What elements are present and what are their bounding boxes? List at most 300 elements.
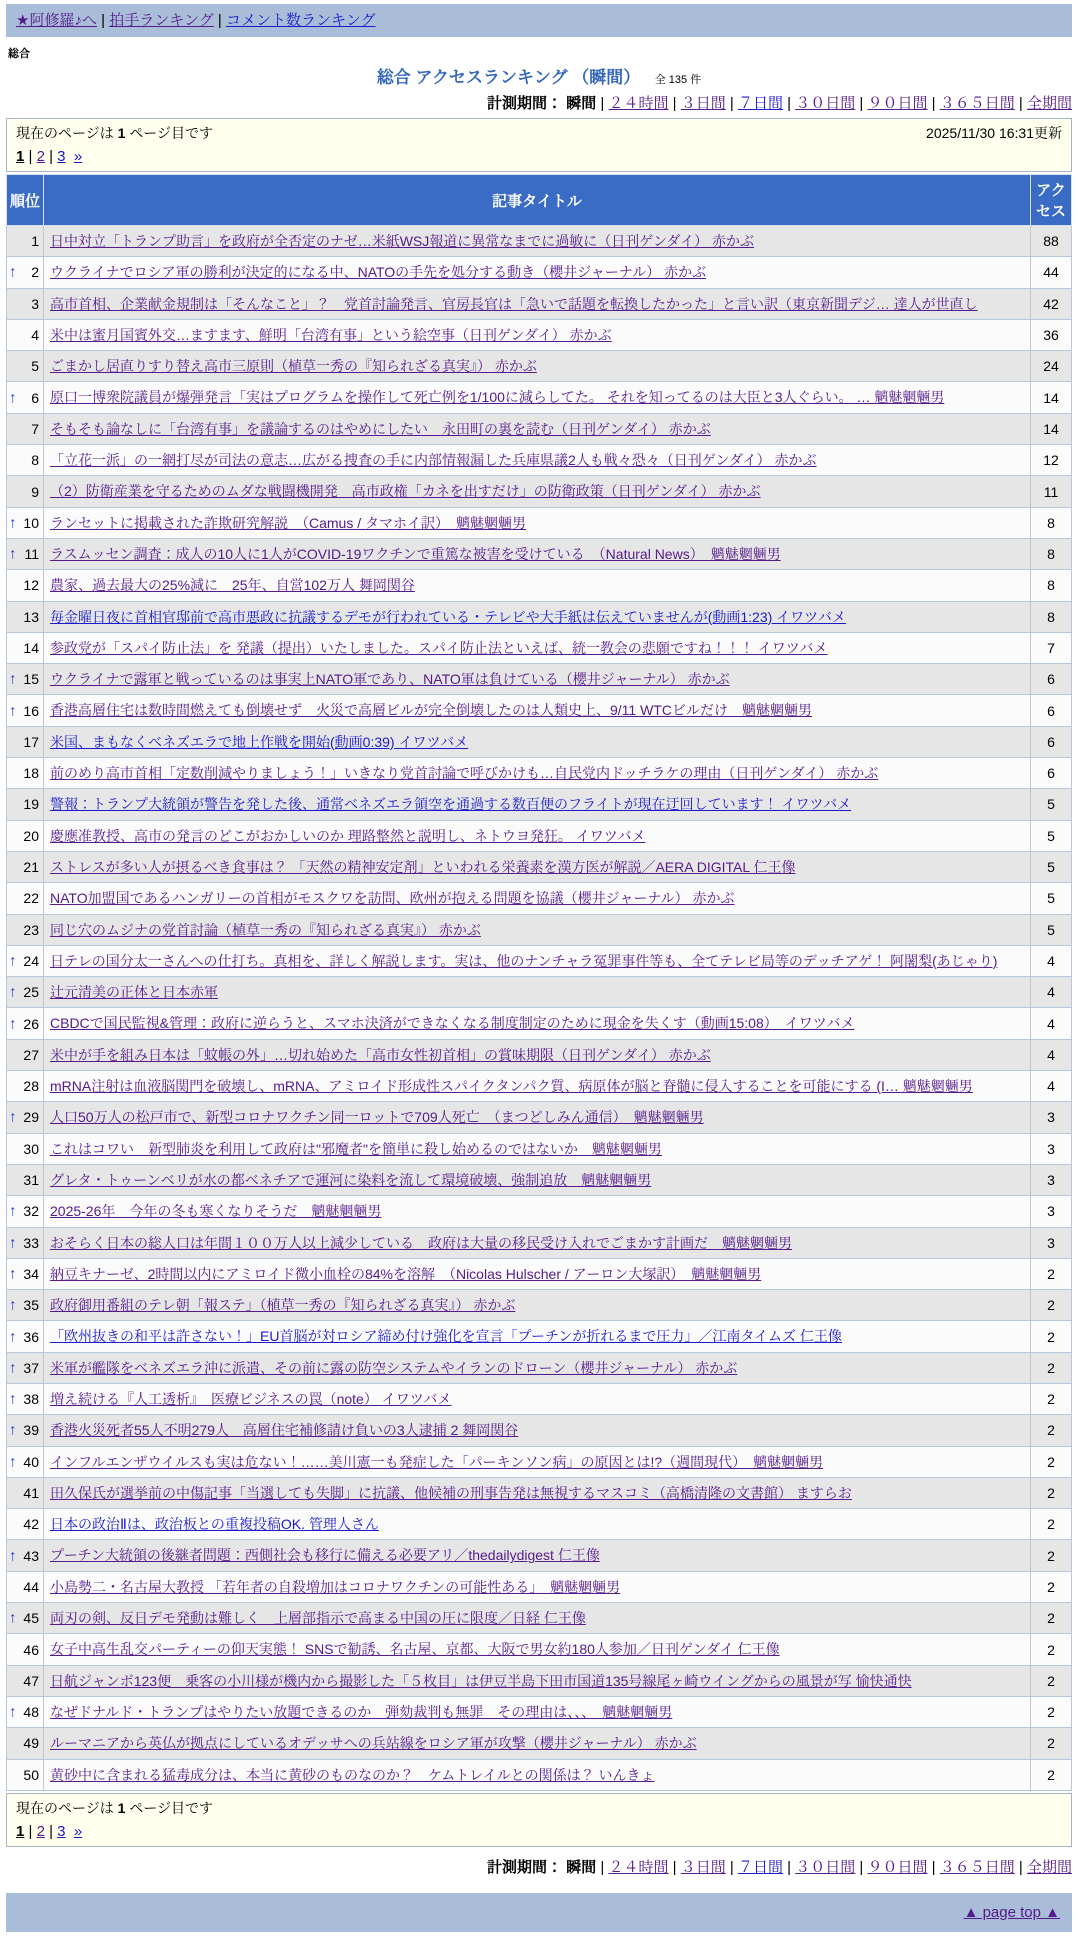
topbar — [6, 4, 1072, 37]
table-row — [7, 1039, 1072, 1070]
page-top-link[interactable]: ▲ page top ▲ — [963, 1903, 1060, 1921]
period-link-0[interactable]: ２４時間 — [608, 1858, 669, 1876]
access-count: 7 — [1031, 632, 1072, 663]
rank-cell — [7, 1383, 44, 1414]
title-cell — [44, 1446, 1031, 1477]
rank-up-icon: ↑ — [9, 1359, 17, 1377]
page-link-3[interactable]: 3 — [57, 1822, 66, 1840]
period-link-4[interactable]: ９０日間 — [867, 1858, 928, 1876]
title-cell — [44, 1290, 1031, 1321]
period-link-6[interactable]: 全期間 — [1026, 1858, 1072, 1876]
rank-up-icon: ↑ — [9, 1015, 17, 1033]
access-count: 2 — [1031, 1728, 1072, 1759]
rank-number: 31 — [23, 1172, 39, 1189]
rank-cell — [7, 476, 44, 507]
article-link[interactable]: 前のめり高市首相「定数削減やりましょう！」いきなり党首討論で呼びかけも…自民党内ドッチラケの理由（日刊ゲンダイ） 赤かぶ — [50, 765, 879, 782]
table-row — [7, 257, 1072, 288]
article-link[interactable]: プーチン大統領の後継者問題：西側社会も移行に備える必要アリ／thedailydigest 仁王像 — [50, 1547, 600, 1564]
article-link[interactable]: グレタ・トゥーンベリが水の都ベネチアで運河に染料を流して環境破壊、強制追放 魑魅魍魎男 — [50, 1171, 652, 1188]
ranking-table — [6, 174, 1072, 1791]
table-row — [7, 1196, 1072, 1227]
article-link[interactable]: 同じ穴のムジナの党首討論（植草一秀の『知られざる真実』） 赤かぶ — [50, 921, 481, 938]
rank-number: 46 — [23, 1641, 39, 1658]
article-link[interactable]: 毎金曜日夜に首相官邸前で高市悪政に抗議するデモが行われている・テレビや大手紙は伝えていませんが(動画1:23) イワツバメ — [50, 608, 846, 625]
rank-number: 50 — [23, 1766, 39, 1783]
access-count: 8 — [1031, 601, 1072, 632]
access-count: 11 — [1031, 476, 1072, 507]
rank-cell — [7, 1164, 44, 1195]
title-cell — [44, 413, 1031, 444]
rank-number: 47 — [23, 1672, 39, 1689]
access-count: 8 — [1031, 538, 1072, 569]
rank-number: 28 — [23, 1078, 39, 1095]
article-link[interactable]: CBDCで国民監視&管理：政府に逆らうと、スマホ決済ができなくなる制度制定のために現金を失くす（動画15:08） イワツバメ — [50, 1015, 855, 1032]
rank-cell — [7, 1540, 44, 1571]
title-cell — [44, 1571, 1031, 1602]
title-cell — [44, 1728, 1031, 1759]
article-link[interactable]: 参政党が「スパイ防止法」を 発議（提出）いたしました。スパイ防止法といえば、統一教会の悲願ですね！！！ イワツバメ — [50, 639, 828, 656]
title-cell — [44, 1258, 1031, 1289]
title-cell — [44, 601, 1031, 632]
rank-cell — [7, 1477, 44, 1508]
article-link[interactable]: 辻元清美の正体と日本赤軍 — [50, 984, 218, 1001]
rank-cell — [7, 1227, 44, 1258]
title-cell — [44, 1321, 1031, 1352]
rank-number: 18 — [23, 765, 39, 782]
period-link-3[interactable]: ３０日間 — [795, 1858, 856, 1876]
page-link-2[interactable]: 2 — [36, 148, 45, 165]
table-row — [7, 1290, 1072, 1321]
article-link[interactable]: ランセットに掲載された詐欺研究解説 （Camus / タマホイ訳） 魑魅魍魎男 — [50, 514, 527, 531]
topbar-link-asyura-home[interactable]: ★阿修羅♪へ — [16, 12, 97, 29]
rank-up-icon: ↑ — [9, 1703, 17, 1721]
table-row — [7, 1258, 1072, 1289]
rank-number: 16 — [23, 702, 39, 719]
rank-cell — [7, 382, 44, 413]
rank-cell — [7, 977, 44, 1008]
period-current: 瞬間 — [566, 1858, 597, 1876]
access-count: 4 — [1031, 1039, 1072, 1070]
page-current: 1 — [16, 1822, 25, 1840]
article-link[interactable]: 原口一博衆院議員が爆弾発言「実はプログラムを操作して死亡例を1/100に減らしてた。 それを知ってるのは大臣と3人ぐらい。 … 魑魅魍魎男 — [50, 389, 945, 406]
rank-up-icon: ↑ — [9, 1328, 17, 1346]
title-cell — [44, 288, 1031, 319]
article-link[interactable]: 女子中高生乱交パーティーの仰天実態！ SNSで勧誘、名古屋、京都、大阪で男女約180人参加／日刊ゲンダイ 仁王像 — [50, 1641, 780, 1658]
table-row — [7, 1665, 1072, 1696]
rank-cell — [7, 570, 44, 601]
rank-up-icon: ↑ — [9, 1234, 17, 1252]
rank-cell — [7, 664, 44, 695]
title-cell — [44, 1540, 1031, 1571]
title-cell — [44, 1102, 1031, 1133]
article-link[interactable]: 日航ジャンボ123便 乗客の小川様が機内から撮影した「５枚目」は伊豆半島下田市国道135号線尾ヶ崎ウイングからの風景が写 愉快通快 — [50, 1672, 912, 1689]
rank-number: 40 — [23, 1453, 39, 1470]
article-link[interactable]: 農家、過去最大の25%減に 25年、自営102万人 舞岡関谷 — [50, 577, 415, 594]
rank-cell — [7, 820, 44, 851]
rank-number: 7 — [31, 420, 39, 437]
title-cell — [44, 1008, 1031, 1039]
access-count: 36 — [1031, 319, 1072, 350]
rank-number: 36 — [23, 1328, 39, 1345]
table-row — [7, 1477, 1072, 1508]
title-cell — [44, 820, 1031, 851]
table-row — [7, 1571, 1072, 1602]
page-link-3[interactable]: 3 — [57, 148, 66, 165]
title-cell — [44, 1634, 1031, 1665]
title-cell — [44, 1696, 1031, 1727]
page-link-2[interactable]: 2 — [36, 1822, 45, 1840]
article-link[interactable]: （2）防衛産業を守るためのムダな戦闘機開発 高市政権「カネを出すだけ」の防衛政策（日刊ゲンダイ） 赤かぶ — [50, 483, 761, 500]
rank-number: 32 — [23, 1203, 39, 1220]
article-link[interactable]: 「欧州抜きの和平は許さない！」EU首脳が対ロシア締め付け強化を宣言「プーチンが折れるまで圧力」／江南タイムズ 仁王像 — [50, 1328, 842, 1345]
access-count: 2 — [1031, 1759, 1072, 1790]
article-link[interactable]: 米中が手を組み日本は「蚊帳の外」…切れ始めた「高市女性初首相」の賞味期限（日刊ゲンダイ） 赤かぶ — [50, 1046, 711, 1063]
access-count: 14 — [1031, 413, 1072, 444]
rank-cell — [7, 1603, 44, 1634]
page-next-link[interactable]: » — [73, 1822, 83, 1840]
rank-cell — [7, 1290, 44, 1321]
access-count: 3 — [1031, 1133, 1072, 1164]
rank-cell — [7, 1258, 44, 1289]
rank-cell — [7, 1759, 44, 1790]
table-row — [7, 538, 1072, 569]
article-link[interactable]: 日テレの国分太一さんへの仕打ち。真相を、詳しく解説します。実は、他のナンチャラ冤罪事件等も、全てテレビ局等のデッチアゲ！ 阿闍梨(あじゃり) — [50, 952, 998, 969]
rank-cell — [7, 1571, 44, 1602]
access-count: 2 — [1031, 1540, 1072, 1571]
article-link[interactable]: 日中対立「トランプ助言」を政府が全否定のナゼ…米紙WSJ報道に異常なまでに過敏に（日刊ゲンダイ） 赤かぶ — [50, 233, 755, 249]
title-cell — [44, 1196, 1031, 1227]
article-link[interactable]: 香港火災死者55人不明279人 高層住宅補修請け負いの3人逮捕 2 舞岡関谷 — [50, 1422, 519, 1439]
rank-number: 39 — [23, 1422, 39, 1439]
table-row — [7, 758, 1072, 789]
rank-cell — [7, 851, 44, 882]
rank-cell — [7, 1102, 44, 1133]
rank-cell — [7, 226, 44, 257]
period-link-3[interactable]: ３０日間 — [795, 95, 856, 112]
access-count: 2 — [1031, 1477, 1072, 1508]
period-link-1[interactable]: ３日間 — [680, 1858, 726, 1876]
table-row — [7, 1603, 1072, 1634]
article-link[interactable]: 慶應准教授、高市の発言のどこがおかしいのか 理路整然と説明し、ネトウヨ発狂。 イワツバメ — [50, 827, 646, 844]
title-cell — [44, 1039, 1031, 1070]
article-link[interactable]: 香港高層住宅は数時間燃えても倒壊せず 火災で高層ビルが完全倒壊したのは人類史上、9/11 WTCビルだけ 魑魅魍魎男 — [50, 702, 812, 719]
rank-number: 33 — [23, 1234, 39, 1251]
article-link[interactable]: 人口50万人の松戸市で、新型コロナワクチン同一ロットで709人死亡 （まつどしみん通信） 魑魅魍魎男 — [50, 1109, 704, 1126]
access-count: 8 — [1031, 507, 1072, 538]
period-link-4[interactable]: ９０日間 — [867, 95, 928, 112]
rank-up-icon: ↑ — [9, 1390, 17, 1408]
table-row — [7, 1008, 1072, 1039]
rank-number: 11 — [24, 546, 39, 563]
current-page-number: 1 — [117, 1799, 126, 1816]
title-cell — [44, 476, 1031, 507]
rank-number: 27 — [23, 1046, 39, 1063]
access-count: 5 — [1031, 883, 1072, 914]
rank-cell — [7, 945, 44, 976]
rank-up-icon: ↑ — [9, 1609, 17, 1627]
article-link[interactable]: 納豆キナーゼ、2時間以内にアミロイド微小血栓の84%を溶解 （Nicolas Hulscher / アーロン大塚訳） 魑魅魍魎男 — [50, 1265, 762, 1282]
rank-number: 10 — [23, 514, 39, 531]
table-row — [7, 413, 1072, 444]
rank-number: 8 — [31, 452, 39, 469]
pagetop-band — [6, 1893, 1072, 1932]
period-label: 計測期間： — [487, 1858, 563, 1876]
rank-number: 12 — [23, 577, 39, 594]
title-cell — [44, 1603, 1031, 1634]
access-count: 5 — [1031, 851, 1072, 882]
total-count: 全 135 件 — [654, 74, 702, 86]
rank-cell — [7, 601, 44, 632]
access-column-header: アクセス — [1031, 175, 1072, 226]
period-link-2[interactable]: ７日間 — [737, 1858, 783, 1876]
period-link-5[interactable]: ３６５日間 — [939, 95, 1015, 112]
table-row — [7, 1446, 1072, 1477]
title-cell — [44, 758, 1031, 789]
rank-number: 42 — [23, 1516, 39, 1533]
article-link[interactable]: これはコワい 新型肺炎を利用して政府は"邪魔者"を簡単に殺し始めるのではないか 魑魅魍魎男 — [50, 1140, 662, 1157]
rank-number: 19 — [23, 796, 39, 813]
rank-up-icon: ↑ — [9, 670, 17, 688]
article-link[interactable]: 高市首相、企業献金規制は「そんなこと」？ 党首討論発言、官房長官は「急いで話題を転換したかった」と言い訳（東京新聞デジ… 達人が世直し — [50, 295, 978, 312]
separator: | — [96, 12, 110, 29]
article-link[interactable]: ウクライナでロシア軍の勝利が決定的になる中、NATOの手先を処分する動き（櫻井ジャーナル） 赤かぶ — [50, 264, 707, 281]
title-cell — [44, 1665, 1031, 1696]
rank-cell — [7, 445, 44, 476]
table-row — [7, 1227, 1072, 1258]
article-link[interactable]: 「立花一派」の一網打尽が司法の意志…広がる捜査の手に内部情報漏した兵庫県議2人も戦々恐々（日刊ゲンダイ） 赤かぶ — [50, 452, 817, 469]
period-selector-top: 計測期間： 瞬間 | ２４時間 | ３日間 | ７日間 | ３０日間 | ９０日間 | ３６５日間 | 全期間 — [487, 95, 1072, 112]
title-cell — [44, 507, 1031, 538]
period-current: 瞬間 — [566, 95, 597, 112]
rank-cell — [7, 1415, 44, 1446]
title-cell — [44, 257, 1031, 288]
title-column-header: 記事タイトル — [44, 175, 1031, 226]
access-count: 44 — [1031, 257, 1072, 288]
title-cell — [44, 1352, 1031, 1383]
title-cell — [44, 789, 1031, 820]
rank-number: 20 — [23, 827, 39, 844]
table-row — [7, 351, 1072, 382]
access-count: 3 — [1031, 1102, 1072, 1133]
access-count: 24 — [1031, 351, 1072, 382]
title-cell — [44, 1477, 1031, 1508]
title-line — [6, 63, 1072, 88]
access-count: 4 — [1031, 1071, 1072, 1102]
access-count: 14 — [1031, 382, 1072, 413]
rank-number: 25 — [23, 984, 39, 1001]
rank-up-icon: ↑ — [9, 1421, 17, 1439]
period-link-1[interactable]: ３日間 — [680, 95, 726, 112]
access-count: 2 — [1031, 1634, 1072, 1665]
article-link[interactable]: 米国、まもなくベネズエラで地上作戦を開始(動画0:39) イワツバメ — [50, 733, 469, 750]
article-link[interactable]: ラスムッセン調査：成人の10人に1人がCOVID-19ワクチンで重篤な被害を受けている （Natural News） 魑魅魍魎男 — [50, 545, 781, 562]
current-page-text: 現在のページは 1 ページ目です — [16, 125, 214, 141]
access-count: 2 — [1031, 1509, 1072, 1540]
rank-cell — [7, 1352, 44, 1383]
access-count: 2 — [1031, 1352, 1072, 1383]
rank-cell — [7, 914, 44, 945]
table-row — [7, 1728, 1072, 1759]
article-link[interactable]: ルーマニアから英仏が拠点にしているオデッサへの兵站線をロシア軍が攻撃（櫻井ジャーナル） 赤かぶ — [50, 1735, 697, 1752]
rank-cell — [7, 1008, 44, 1039]
rank-up-icon: ↑ — [9, 1547, 17, 1565]
rank-number: 6 — [31, 389, 39, 406]
article-link[interactable]: 警報：トランプ大統領が警告を発した後、通常ベネズエラ領空を通過する数百便のフライトが現在迂回しています！ イワツバメ — [50, 796, 852, 813]
article-link[interactable]: 日本の政治Ⅱは、政治板との重複投稿OK. 管理人さん — [50, 1516, 379, 1533]
period-link-2[interactable]: ７日間 — [737, 95, 783, 112]
title-cell — [44, 1509, 1031, 1540]
rank-number: 38 — [23, 1391, 39, 1408]
rank-cell — [7, 288, 44, 319]
table-row — [7, 319, 1072, 350]
period-link-6[interactable]: 全期間 — [1026, 95, 1072, 112]
rank-number: 35 — [23, 1297, 39, 1314]
access-count: 2 — [1031, 1415, 1072, 1446]
rank-number: 5 — [31, 358, 39, 375]
article-link[interactable]: 黄砂中に含まれる猛毒成分は、本当に黄砂のものなのか？ ケムトレイルとの関係は？ いんきょ — [50, 1766, 655, 1783]
access-count: 2 — [1031, 1665, 1072, 1696]
rank-number: 23 — [23, 921, 39, 938]
title-cell — [44, 351, 1031, 382]
table-row — [7, 226, 1072, 257]
rank-cell — [7, 789, 44, 820]
rank-cell — [7, 632, 44, 663]
access-count: 3 — [1031, 1164, 1072, 1195]
rank-up-icon: ↑ — [9, 983, 17, 1001]
rank-number: 2 — [31, 264, 39, 281]
table-row — [7, 883, 1072, 914]
rank-up-icon: ↑ — [9, 1202, 17, 1220]
title-cell — [44, 570, 1031, 601]
rank-number: 29 — [23, 1109, 39, 1126]
rank-cell — [7, 1696, 44, 1727]
article-link[interactable]: そもそも論なしに「台湾有事」を議論するのはやめにしたい 永田町の裏を読む（日刊ゲンダイ） 赤かぶ — [50, 420, 711, 437]
period-link-5[interactable]: ３６５日間 — [939, 1858, 1015, 1876]
access-count: 5 — [1031, 789, 1072, 820]
rank-cell — [7, 1728, 44, 1759]
pagination: 1 | 2 | 3 » — [16, 1822, 83, 1840]
access-count: 5 — [1031, 914, 1072, 945]
access-count: 5 — [1031, 820, 1072, 851]
current-page-text: 現在のページは 1 ページ目です — [16, 1799, 214, 1816]
access-count: 12 — [1031, 445, 1072, 476]
table-row — [7, 914, 1072, 945]
table-row — [7, 1759, 1072, 1790]
article-link[interactable]: ウクライナで露軍と戦っているのは事実上NATO軍であり、NATO軍は負けている（櫻井ジャーナル） 赤かぶ — [50, 671, 730, 688]
table-row — [7, 445, 1072, 476]
rank-cell — [7, 351, 44, 382]
table-row — [7, 507, 1072, 538]
period-link-0[interactable]: ２４時間 — [608, 95, 669, 112]
table-row — [7, 1509, 1072, 1540]
title-cell — [44, 726, 1031, 757]
title-cell — [44, 226, 1031, 257]
title-cell — [44, 319, 1031, 350]
article-link[interactable]: ごまかし居直りすり替え高市三原則（植草一秀の『知られざる真実』） 赤かぶ — [50, 358, 537, 375]
rank-cell — [7, 883, 44, 914]
rank-cell — [7, 1071, 44, 1102]
article-link[interactable]: 米中は蜜月国賓外交…ますます、鮮明「台湾有事」という絵空事（日刊ゲンダイ） 赤かぶ — [50, 326, 612, 343]
access-count: 4 — [1031, 1008, 1072, 1039]
rank-cell — [7, 758, 44, 789]
title-cell — [44, 1133, 1031, 1164]
article-link[interactable]: 小島勢二・名古屋大教授 「若年者の自殺増加はコロナワクチンの可能性ある」 魑魅魍魎男 — [50, 1578, 621, 1595]
access-count: 2 — [1031, 1571, 1072, 1602]
table-row — [7, 382, 1072, 413]
table-row — [7, 1696, 1072, 1727]
topbar-link-clap-ranking[interactable]: 拍手ランキング — [109, 12, 214, 29]
article-link[interactable]: 両刃の剣、反日デモ発動は難しく 上層部指示で高まる中国の圧に限度／日経 仁王像 — [50, 1610, 586, 1627]
article-link[interactable]: 2025-26年 今年の冬も寒くなりそうだ 魑魅魍魎男 — [50, 1203, 382, 1220]
article-link[interactable]: 政府御用番組のテレ朝「報ステ」（植草一秀の『知られざる真実』） 赤かぶ — [50, 1297, 516, 1314]
access-count: 42 — [1031, 288, 1072, 319]
article-link[interactable]: 増え続ける『人工透析』 医療ビジネスの罠（note） イワツバメ — [50, 1390, 452, 1407]
table-row — [7, 1634, 1072, 1665]
topbar-link-comment-ranking[interactable]: コメント数ランキング — [225, 12, 376, 29]
access-count: 3 — [1031, 1196, 1072, 1227]
article-link[interactable]: mRNA注射は血液脳関門を破壊し、mRNA、アミロイド形成性スパイクタンパク質、病原体が脳と脊髄に侵入することを可能にする (I… 魑魅魍魎男 — [50, 1078, 973, 1095]
article-link[interactable]: インフルエンザウイルスも実は危ない！……美川憲一も発症した「パーキンソン病」の原因とは!?（週間現代） 魑魅魍魎男 — [50, 1453, 824, 1470]
title-cell — [44, 1415, 1031, 1446]
rank-number: 14 — [23, 640, 39, 656]
article-link[interactable]: 米軍が艦隊をベネズエラ沖に派遣、その前に露の防空システムやイランのドローン（櫻井ジャーナル） 赤かぶ — [50, 1359, 738, 1376]
rank-number: 45 — [23, 1610, 39, 1627]
table-row — [7, 1383, 1072, 1414]
rank-number: 17 — [23, 733, 39, 750]
rank-cell — [7, 726, 44, 757]
table-row — [7, 1540, 1072, 1571]
rank-cell — [7, 1196, 44, 1227]
access-count: 2 — [1031, 1603, 1072, 1634]
rank-cell — [7, 413, 44, 444]
article-link[interactable]: なぜドナルド・トランプはやりたい放題できるのか 弾劾裁判も無罪 その理由は、、、 魑魅魍魎男 — [50, 1703, 673, 1720]
updated-timestamp: 2025/11/30 16:31更新 — [926, 125, 1062, 141]
access-count: 8 — [1031, 570, 1072, 601]
rank-number: 48 — [23, 1704, 39, 1721]
rank-number: 21 — [23, 859, 39, 876]
rank-number: 4 — [31, 327, 39, 344]
access-count: 88 — [1031, 226, 1072, 257]
table-row — [7, 945, 1072, 976]
title-cell — [44, 883, 1031, 914]
access-count: 6 — [1031, 664, 1072, 695]
access-count: 6 — [1031, 726, 1072, 757]
title-cell — [44, 914, 1031, 945]
page-next-link[interactable]: » — [73, 148, 83, 165]
rank-number: 13 — [23, 608, 39, 625]
table-row — [7, 820, 1072, 851]
table-row — [7, 977, 1072, 1008]
rank-number: 15 — [23, 671, 39, 688]
title-cell — [44, 1759, 1031, 1790]
article-link[interactable]: おそらく日本の総人口は年間１００万人以上減少している 政府は大量の移民受け入れでごまかす計画だ 魑魅魍魎男 — [50, 1234, 792, 1251]
table-row — [7, 570, 1072, 601]
section-label: 総合 — [8, 48, 30, 60]
rank-number: 3 — [31, 295, 39, 312]
access-count: 2 — [1031, 1321, 1072, 1352]
pagination: 1 | 2 | 3 » — [16, 148, 83, 165]
rank-number: 24 — [23, 952, 39, 969]
rank-cell — [7, 1634, 44, 1665]
article-link[interactable]: NATO加盟国であるハンガリーの首相がモスクワを訪問、欧州が抱える問題を協議（櫻井ジャーナル） 赤かぶ — [50, 890, 735, 907]
period-selector-bottom: 計測期間： 瞬間 | ２４時間 | ３日間 | ７日間 | ３０日間 | ９０日間 | ３６５日間 | 全期間 — [487, 1858, 1072, 1876]
rank-up-icon: ↑ — [9, 952, 17, 970]
article-link[interactable]: ストレスが多い人が摂るべき食事は？ 「天然の精神安定剤」といわれる栄養素を漢方医が解説／AERA DIGITAL 仁王像 — [50, 858, 796, 875]
article-link[interactable]: 田久保氏が選挙前の中傷記事「当選しても失脚」に抗議、他候補の刑事告発は無視するマスコミ（高橋清隆の文書館） ますらお — [50, 1484, 852, 1501]
access-count: 2 — [1031, 1383, 1072, 1414]
table-row — [7, 851, 1072, 882]
rank-cell — [7, 507, 44, 538]
